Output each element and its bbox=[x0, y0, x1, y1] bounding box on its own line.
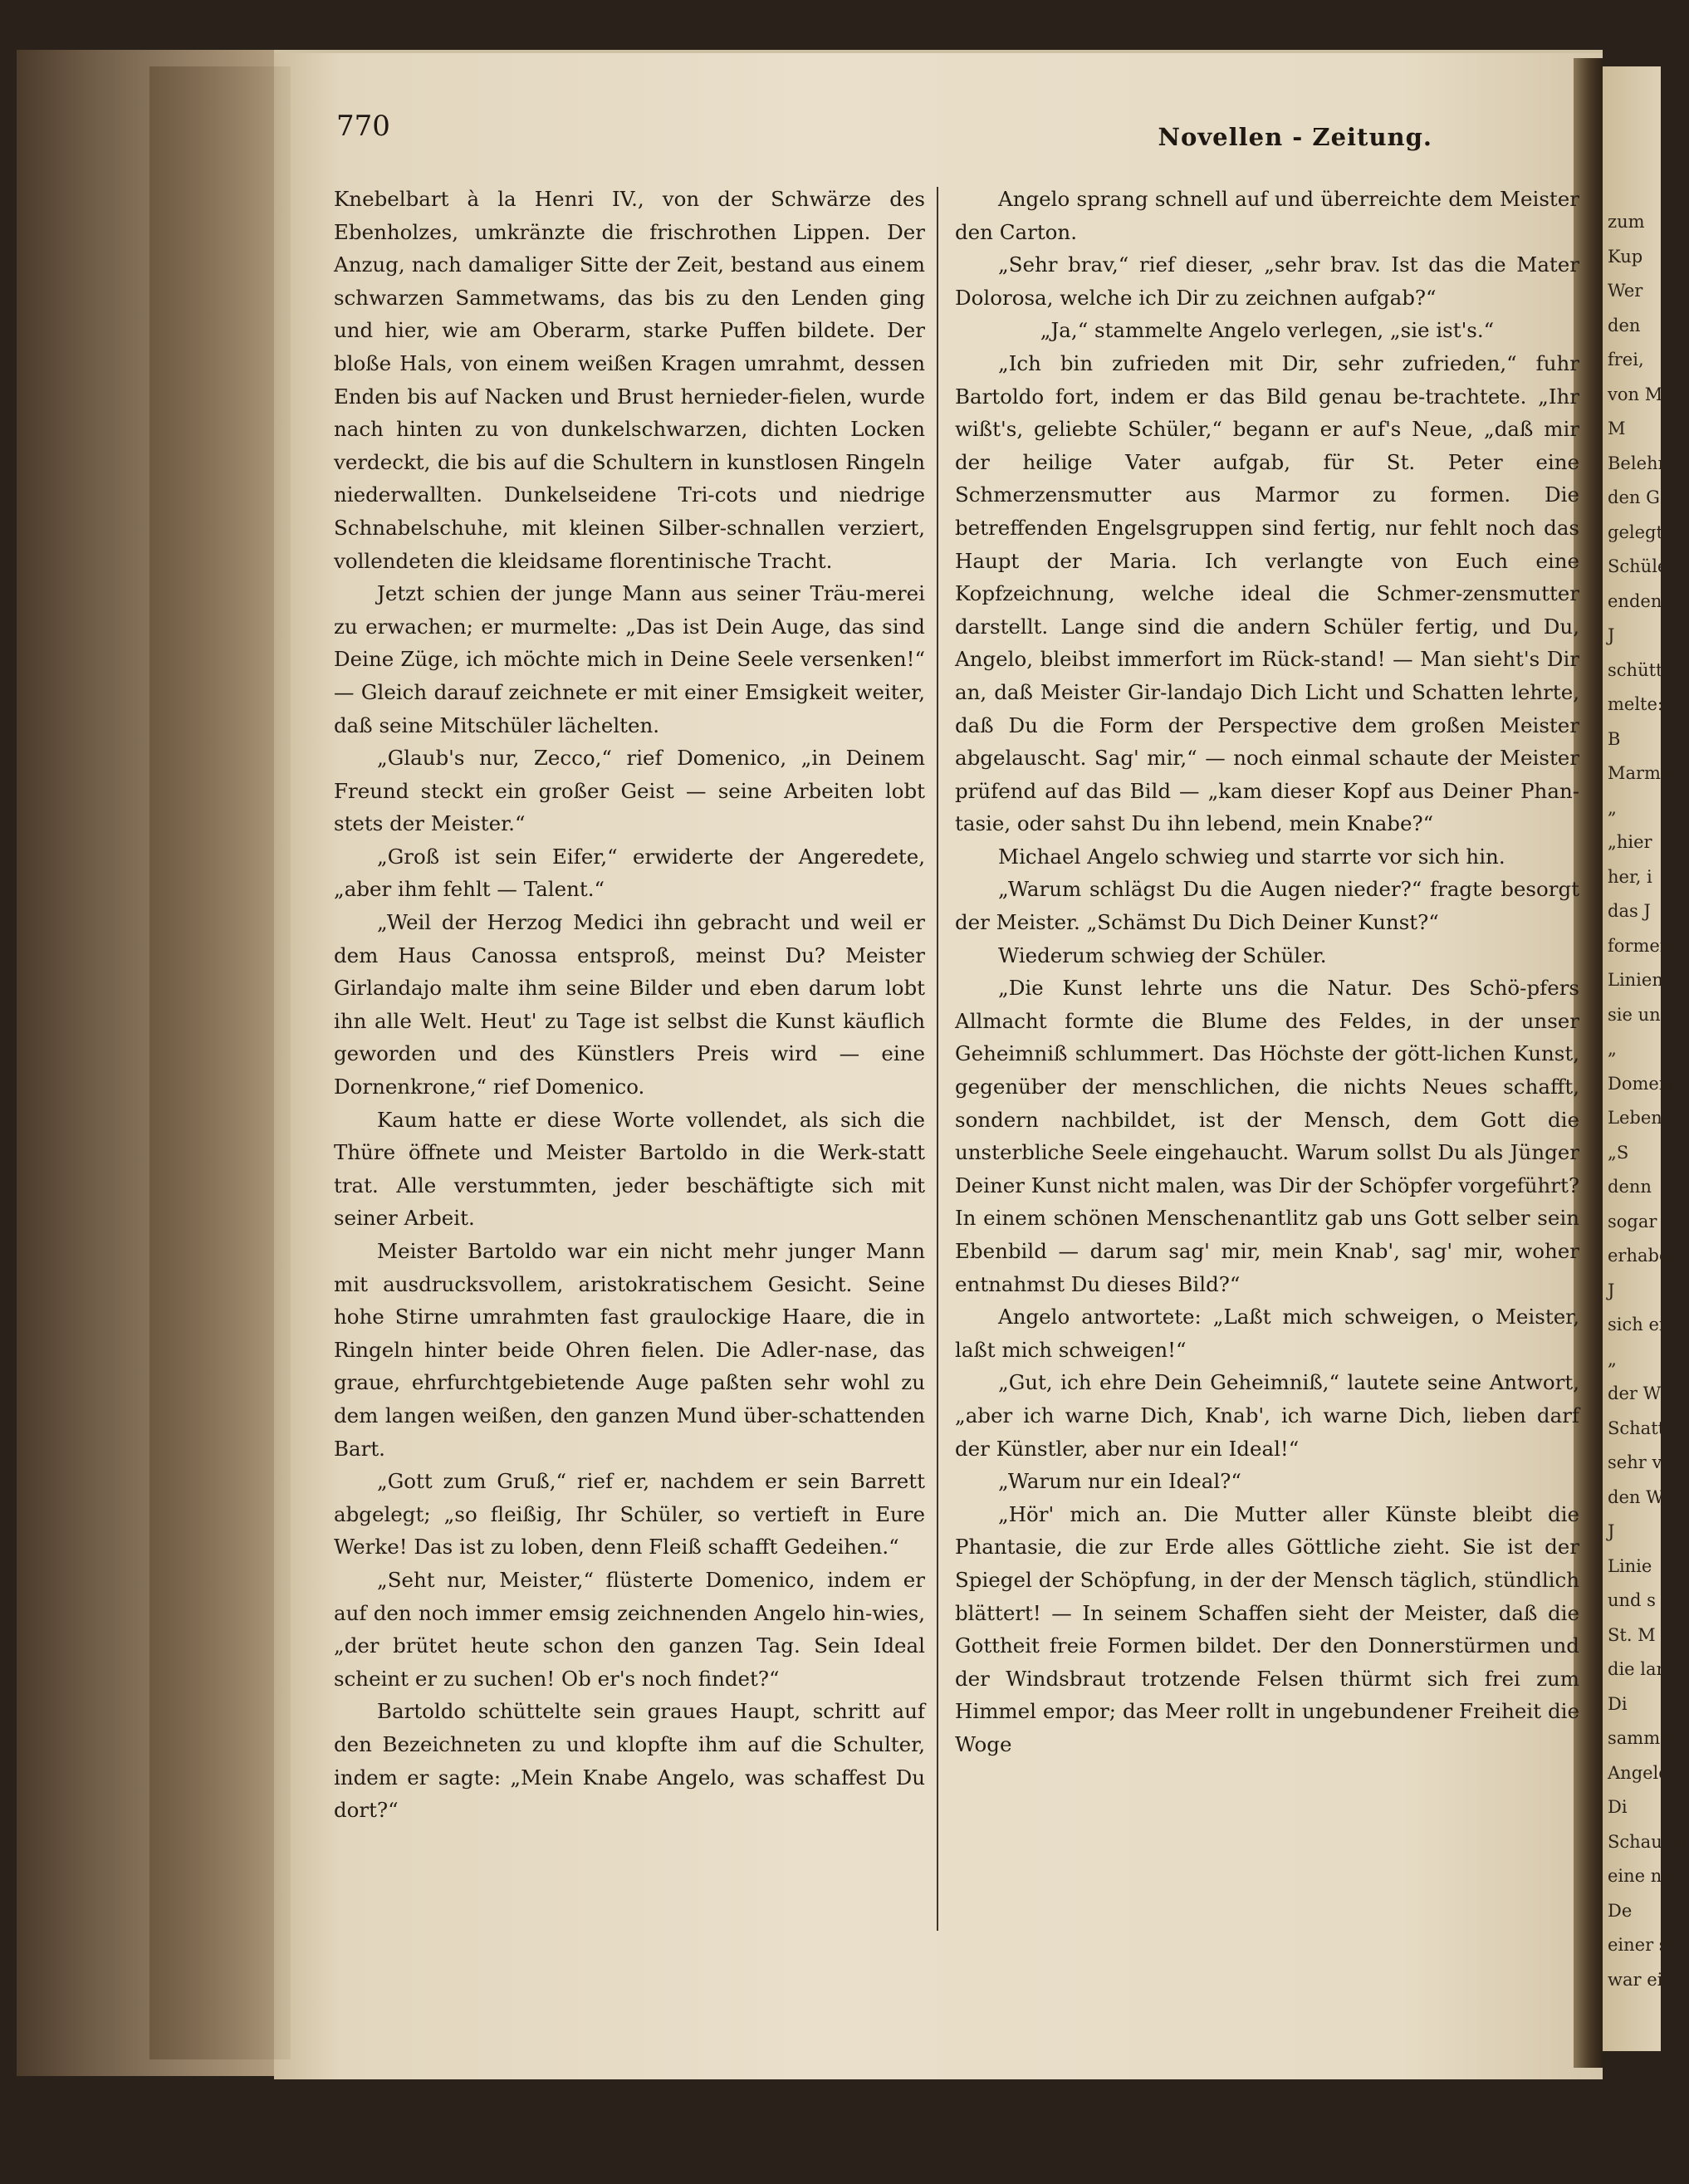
facing-page-text-fragment: Marmo bbox=[1608, 763, 1672, 783]
facing-page-text-fragment: denn bbox=[1608, 1177, 1652, 1197]
facing-page-text-fragment: Lebensz bbox=[1608, 1108, 1681, 1128]
paragraph: „Warum schlägst Du die Augen nieder?“ fragte besorgt der Meister. „Schämst Du Dich Deiner Kunst?“ bbox=[955, 877, 1579, 935]
facing-page-text-fragment: sehr v bbox=[1608, 1452, 1662, 1472]
facing-page-edge bbox=[1603, 66, 1689, 2051]
page-binding-shadow bbox=[149, 66, 291, 2059]
facing-page-text-fragment: M bbox=[1608, 419, 1626, 438]
facing-page-text-fragment: Wer bbox=[1608, 281, 1643, 301]
page-header bbox=[336, 108, 1557, 158]
facing-page-text-fragment: erhaben bbox=[1608, 1246, 1681, 1266]
paragraph: „Ich bin zufrieden mit Dir, sehr zufrieden,“ fuhr Bartoldo fort, indem er das Bild genau be-trachtete. „Ihr wißt's, geliebte Schüler,“ begann er auf's Neue, „daß mir der heilige Vater aufgab, für St. Peter eine Schmerzensmutter aus Marmor zu formen. Die betreffenden Engelsgruppen sind fertig, nur fehlt noch das Haupt der Maria. Ich verlangte von Euch eine Kopfzeichnung, welche ideal die Schmer-zensmutter darstellt. Lange sind die andern Schüler fertig, und Du, Angelo, bleibst immerfort im Rück-stand! — Man sieht's Dir an, daß Meister Gir-landajo Dich Licht und Schatten lehrte, daß Du die Form der Perspective dem großen Meister abgelauscht. Sag' mir,“ — noch einmal schaute der Meister prüfend auf das Bild — „kam dieser Kopf aus Deiner Phan-tasie, oder sahst Du ihn lebend, mein Knabe?“ bbox=[955, 350, 1579, 836]
facing-page-text-fragment: schüttel bbox=[1608, 659, 1679, 680]
paragraph: „Groß ist sein Eifer,“ erwiderte der Angeredete, „aber ihm fehlt — Talent.“ bbox=[334, 844, 925, 902]
facing-page-text-fragment: J bbox=[1608, 1280, 1615, 1300]
paragraph: „Gott zum Gruß,“ rief er, nachdem er sein Barrett abgelegt; „so fleißig, Ihr Schüler, so vertieft in Eure Werke! Das ist zu loben, denn Fleiß schafft Gedeihen.“ bbox=[334, 1469, 925, 1560]
right-column bbox=[955, 183, 1579, 1761]
facing-page-text-fragment: „ bbox=[1608, 797, 1617, 818]
facing-page-text-fragment: gelegt bbox=[1608, 522, 1663, 542]
facing-page-text-fragment: sich er bbox=[1608, 1315, 1667, 1334]
facing-page-text-fragment: B bbox=[1608, 728, 1621, 749]
facing-page-text-fragment: Linien bbox=[1608, 970, 1663, 990]
facing-page-text-fragment: der W bbox=[1608, 1383, 1662, 1403]
facing-page-text-fragment: war ein bbox=[1608, 1969, 1674, 1990]
page-number: 770 bbox=[336, 110, 390, 143]
paragraph: „Warum nur ein Ideal?“ bbox=[998, 1469, 1241, 1494]
facing-page-text-fragment: sammen bbox=[1608, 1728, 1682, 1748]
facing-page-text-fragment: einer st bbox=[1608, 1935, 1676, 1955]
facing-page-text-fragment: melte: bbox=[1608, 694, 1663, 714]
facing-page-text-fragment: „ bbox=[1608, 1349, 1617, 1369]
paragraph: Jetzt schien der junge Mann aus seiner Träu-merei zu erwachen; er murmelte: „Das ist Dein Auge, das sind Deine Züge, ich möchte mich in Deine Seele versenken!“ — Gleich darauf zeichnete er mit einer Emsigkeit weiter, daß seine Mitschüler lächelten. bbox=[334, 581, 925, 737]
facing-page-text-fragment: die lan bbox=[1608, 1659, 1668, 1679]
paragraph: Angelo sprang schnell auf und überreichte dem Meister den Carton. bbox=[955, 187, 1579, 244]
facing-page-text-fragment: zum bbox=[1608, 212, 1645, 232]
facing-page-text-fragment: Belehr bbox=[1608, 453, 1667, 473]
paragraph: Wiederum schwieg der Schüler. bbox=[998, 943, 1327, 967]
facing-page-text-fragment: her, i bbox=[1608, 866, 1652, 887]
facing-page-text-fragment: das J bbox=[1608, 901, 1651, 921]
paragraph: Michael Angelo schwieg und starrte vor sich hin. bbox=[998, 844, 1505, 869]
facing-page-text-fragment: den bbox=[1608, 315, 1641, 335]
facing-page-text-fragment: J bbox=[1608, 1521, 1615, 1541]
facing-page-text-fragment: von M bbox=[1608, 384, 1663, 404]
paragraph: Bartoldo schüttelte sein graues Haupt, schritt auf den Bezeichneten zu und klopfte ihm auf die Schulter, indem er sagte: „Mein Knabe Angelo, was schaffest Du dort?“ bbox=[334, 1699, 925, 1823]
column-divider bbox=[937, 187, 938, 1931]
facing-page-text-fragment: Linie bbox=[1608, 1555, 1652, 1576]
facing-page-text-fragment: Schaupla bbox=[1608, 1831, 1689, 1852]
paragraph: „Gut, ich ehre Dein Geheimniß,“ lautete seine Antwort, „aber ich warne Dich, Knab', ich warne Dich, lieben darf der Künstler, aber nur ein Ideal!“ bbox=[955, 1370, 1579, 1461]
paragraph: Kaum hatte er diese Worte vollendet, als sich die Thüre öffnete und Meister Bartoldo in die Werk-statt trat. Alle verstummten, jeder beschäftigte sich mit seiner Arbeit. bbox=[334, 1107, 925, 1231]
paragraph: „Ja,“ stammelte Angelo verlegen, „sie ist's.“ bbox=[1040, 318, 1495, 343]
facing-page-text-fragment: den W bbox=[1608, 1486, 1664, 1507]
facing-page-text-fragment: Schüle bbox=[1608, 556, 1668, 576]
facing-page-text-fragment: Di bbox=[1608, 1693, 1628, 1714]
facing-page-text-fragment: eine nä bbox=[1608, 1866, 1672, 1886]
paragraph: Angelo antwortete: „Laßt mich schweigen, o Meister, laßt mich schweigen!“ bbox=[955, 1305, 1579, 1362]
facing-page-text-fragment: „ bbox=[1608, 1039, 1617, 1059]
paragraph: „Die Kunst lehrte uns die Natur. Des Schö-pfers Allmacht formte die Blume des Feldes, in der unser Geheimniß schlummert. Das Höchste der gött-lichen Kunst, gegenüber der menschlichen, die nichts Neues schafft, sondern nachbildet, ist der Mensch, dem Gott die unsterbliche Seele eingehaucht. Warum sollst Du als Jünger Deiner Kunst nicht malen, was Dir der Schöpfer vorgeführt? In einem schönen Menschenantlitz gab uns Gott selber sein Ebenbild — darum sag' mir, mein Knab', sag' mir, woher entnahmst Du dieses Bild?“ bbox=[955, 976, 1579, 1296]
facing-page-text-fragment: Di bbox=[1608, 1797, 1628, 1817]
paragraph: „Sehr brav,“ rief dieser, „sehr brav. Ist das die Mater Dolorosa, welche ich Dir zu zeichnen aufgab?“ bbox=[955, 252, 1579, 310]
facing-page-text-fragment: den G bbox=[1608, 487, 1660, 507]
facing-page-text-fragment: „hier bbox=[1608, 832, 1652, 852]
paragraph: „Hör' mich an. Die Mutter aller Künste bleibt die Phantasie, die zur Erde alles Göttliche zieht. Sie ist der Spiegel der Schöpfung, in der der Mensch täglich, stündlich blättert! — In seinem Schaffen sieht der Meister, daß die Gottheit freie Formen bildet. Der den Donnerstürmen und der Windsbraut trotzende Felsen thürmt sich frei zum Himmel empor; das Meer rollt in ungebundener Freiheit die Woge bbox=[955, 1501, 1579, 1756]
paragraph: „Seht nur, Meister,“ flüsterte Domenico, indem er auf den noch immer emsig zeichnenden Angelo hin-wies, „der brütet heute schon den ganzen Tag. Sein Ideal scheint er zu suchen! Ob er's noch findet?“ bbox=[334, 1567, 925, 1691]
facing-page-text-fragment: „S bbox=[1608, 1142, 1629, 1163]
paragraph: „Weil der Herzog Medici ihn gebracht und weil er dem Haus Canossa entsproß, meinst Du? Meister Girlandajo malte ihm seine Bilder und eben darum lobt ihn alle Welt. Heut' zu Tage ist selbst die Kunst käuflich geworden und des Künstlers Preis wird — eine Dornenkrone,“ rief Domenico. bbox=[334, 910, 925, 1099]
facing-page-text-fragment: J bbox=[1608, 625, 1615, 645]
facing-page-text-fragment: Angelo bbox=[1608, 1762, 1669, 1783]
paragraph: Knebelbart à la Henri IV., von der Schwärze des Ebenholzes, umkränzte die frischrothen Lippen. Der Anzug, nach damaliger Sitte der Zeit, bestand aus einem schwarzen Sammetwams, das bis zu den Lenden ging und hier, wie am Oberarm, starke Puffen bildete. Der bloße Hals, von einem weißen Kragen umrahmt, dessen Enden bis auf Nacken und Brust hernieder-fielen, wurde nach hinten zu von dunkelschwarzen, dichten Locken verdeckt, die bis auf die Schultern in kunstlosen Ringeln niederwallten. Dunkelseidene Tri-cots und niedrige Schnabelschuhe, mit kleinen Silber-schnallen verziert, vollendeten die kleidsame florentinische Tracht. bbox=[334, 187, 925, 573]
paragraph: „Glaub's nur, Zecco,“ rief Domenico, „in Deinem Freund steckt ein großer Geist — seine Arbeiten lobt stets der Meister.“ bbox=[334, 746, 925, 836]
paragraph: Meister Bartoldo war ein nicht mehr junger Mann mit ausdrucksvollem, aristokratischem Gesicht. Seine hohe Stirne umrahmten fast graulockige Haare, die in Ringeln hinter beide Ohren fielen. Die Adler-nase, das graue, ehrfurchtgebietende Auge paßten sehr wohl zu dem langen weißen, den ganzen Mund über-schattenden Bart. bbox=[334, 1239, 925, 1461]
facing-page-text-fragment: Domeni bbox=[1608, 1073, 1677, 1094]
running-title: Novellen - Zeitung. bbox=[1158, 123, 1432, 151]
facing-page-text-fragment: sogar z bbox=[1608, 1211, 1672, 1232]
facing-page-text-fragment: Schatt bbox=[1608, 1418, 1666, 1438]
left-column bbox=[334, 183, 925, 1827]
facing-page-text-fragment: St. M bbox=[1608, 1624, 1656, 1645]
facing-page-text-fragment: sie und bbox=[1608, 1004, 1672, 1025]
facing-page-text-fragment: und s bbox=[1608, 1590, 1656, 1610]
facing-page-text-fragment: enden.“ bbox=[1608, 590, 1677, 611]
facing-page-text-fragment: formen bbox=[1608, 935, 1672, 956]
facing-page-text-fragment: frei, bbox=[1608, 350, 1644, 370]
facing-page-text-fragment: Kup bbox=[1608, 246, 1643, 267]
facing-page-text-fragment: De bbox=[1608, 1900, 1633, 1921]
